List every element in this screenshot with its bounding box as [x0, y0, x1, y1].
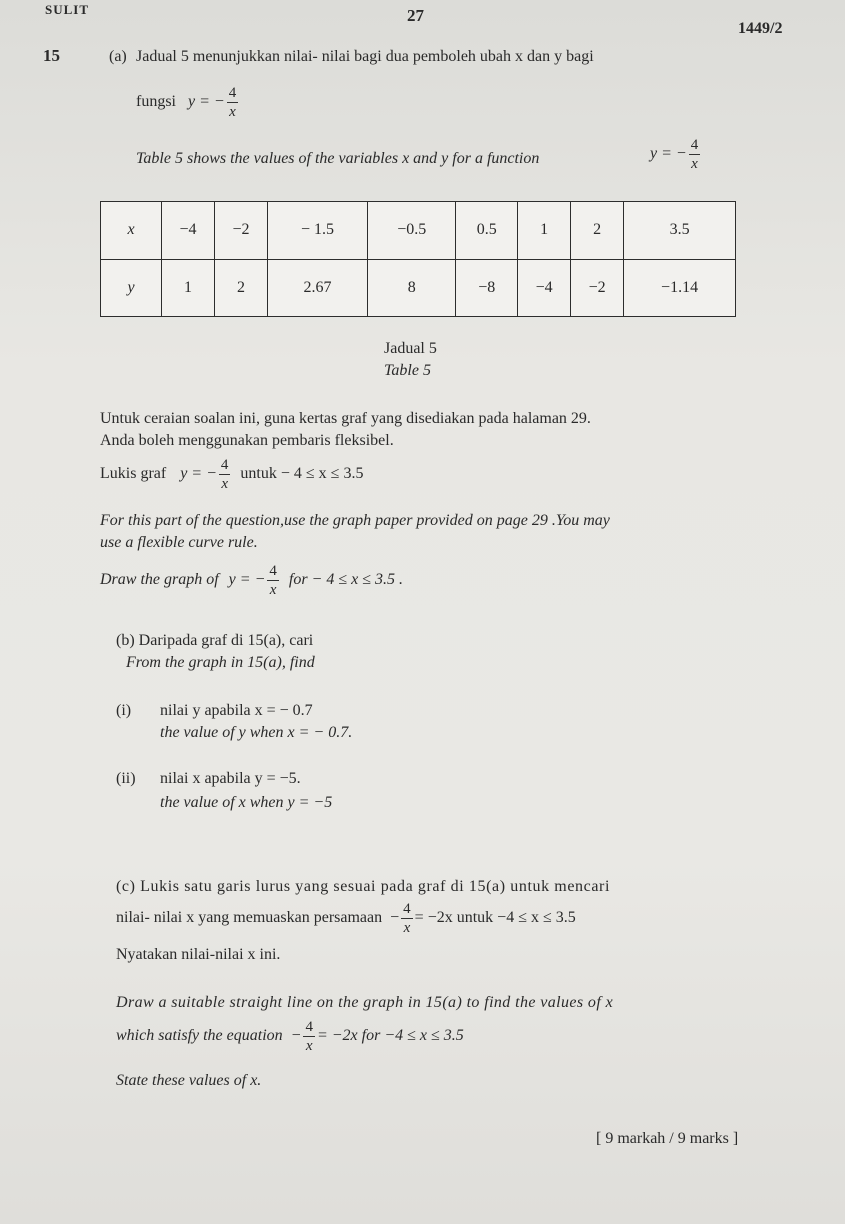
sulit-label: SULIT: [45, 2, 90, 17]
question-number: 15: [43, 46, 60, 65]
table-cell: −8: [456, 259, 518, 317]
instructions-malay-line1: Untuk ceraian soalan ini, guna kertas graf yang disediakan pada halaman 29.: [100, 410, 591, 427]
part-a-malay-line2: [136, 84, 240, 121]
instructions-english-line1: For this part of the question,use the graph paper provided on page 29 .You may: [100, 512, 610, 529]
part-b-i-english: the value of y when x = − 0.7.: [160, 724, 353, 741]
part-a-malay-line1: Jadual 5 menunjukkan nilai- nilai bagi dua pemboleh ubah x dan y bagi: [136, 48, 594, 65]
part-b-malay: (b) Daripada graf di 15(a), cari: [116, 632, 314, 649]
part-c-label: (c): [116, 878, 136, 895]
page-number: 27: [407, 6, 424, 25]
part-c-english-line1: Draw a suitable straight line on the graph in 15(a) to find the values of x: [116, 994, 614, 1011]
fungsi-label: fungsi: [136, 93, 176, 111]
table-caption-english: Table 5: [384, 362, 431, 379]
function-fraction: $\frac{4}{x}$: [228, 85, 237, 120]
instructions-english-line2: use a flexible curve rule.: [100, 534, 258, 551]
table-cell: 0.5: [456, 202, 518, 260]
part-b-i-label: (i): [116, 702, 132, 719]
function-lhs: y = −: [188, 93, 225, 111]
table-cell: −1.14: [624, 259, 736, 317]
table-cell: 2.67: [268, 259, 368, 317]
table-cell: 2: [571, 202, 624, 260]
part-a-english-function: y = − $\frac{4}{x}$: [650, 137, 699, 172]
paper-code: 1449/2: [738, 20, 783, 37]
table-cell: 3.5: [624, 202, 736, 260]
table-cell: −2: [215, 202, 268, 260]
part-c-malay-line2: nilai- nilai x yang memuaskan persamaan − $\frac{4}{x}$ = −2x untuk −4 ≤ x ≤ 3.5: [116, 901, 576, 936]
part-b-ii-label: (ii): [116, 770, 136, 787]
table-5: [100, 201, 736, 317]
table-cell: −4: [518, 259, 571, 317]
table-header-x: x: [101, 202, 162, 260]
table-cell: −2: [571, 259, 624, 317]
marks-label: [ 9 markah / 9 marks ]: [596, 1130, 739, 1147]
table-cell: − 1.5: [268, 202, 368, 260]
table-cell: 2: [215, 259, 268, 317]
table-cell: 1: [162, 259, 215, 317]
part-c-english-line2: which satisfy the equation − $\frac{4}{x}$ = −2x for −4 ≤ x ≤ 3.5: [116, 1019, 464, 1054]
part-b-label: (b): [116, 632, 135, 649]
table-cell: 8: [368, 259, 456, 317]
part-b-ii-english: the value of x when y = −5: [160, 794, 333, 811]
part-c-english-line3: State these values of x.: [116, 1072, 262, 1089]
part-c-malay-line1: (c) Lukis satu garis lurus yang sesuai pada graf di 15(a) untuk mencari: [116, 878, 611, 895]
table-row-y: [101, 259, 736, 317]
part-b-english: From the graph in 15(a), find: [126, 654, 315, 671]
part-c-malay-line3: Nyatakan nilai-nilai x ini.: [116, 946, 281, 963]
table-header-y: y: [101, 259, 162, 317]
part-a-english-line: Table 5 shows the values of the variables x and y for a function: [136, 150, 540, 167]
table-row-x: [101, 202, 736, 260]
table-caption-malay: Jadual 5: [384, 340, 437, 357]
instructions-malay-line2: Anda boleh menggunakan pembaris fleksibel.: [100, 432, 394, 449]
table-cell: 1: [518, 202, 571, 260]
part-b-ii-malay: nilai x apabila y = −5.: [160, 770, 301, 787]
part-b-i-malay: nilai y apabila x = − 0.7: [160, 702, 313, 719]
table-cell: −4: [162, 202, 215, 260]
table-cell: −0.5: [368, 202, 456, 260]
part-a-label: (a): [109, 48, 127, 65]
draw-english-line: Draw the graph of y = − $\frac{4}{x}$ for − 4 ≤ x ≤ 3.5 .: [100, 563, 404, 598]
draw-malay-line: Lukis graf y = − $\frac{4}{x}$ untuk − 4 ≤ x ≤ 3.5: [100, 457, 364, 492]
